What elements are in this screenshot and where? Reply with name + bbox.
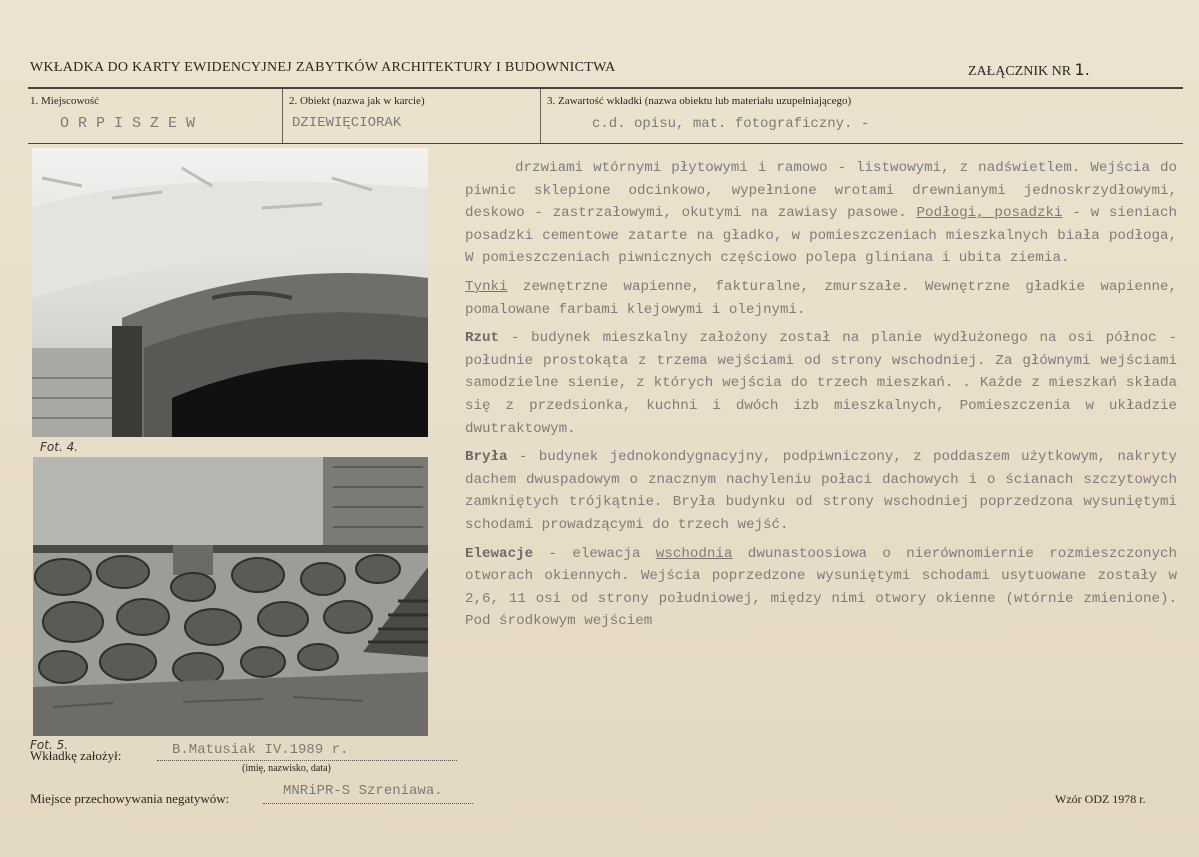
place-value: ORPISZEW [60, 115, 205, 132]
contents-label: 3. Zawartość wkładki (nazwa obiektu lub materiału uzupełniającego) [547, 95, 852, 107]
elevations-text-a: - elewacja [533, 545, 656, 562]
description-text [465, 157, 1177, 639]
elevations-text-b: dwunastoosiowa o nierównomiernie rozmieszczonych otworach okiennych. Wejścia poprzedzone wysuniętymi schodami usytuowane zostały w 2,6, 11 osi od strony południowej, między nimi otwory okienne (wtórnie zmienione). Pod środkowym wejściem [465, 545, 1177, 630]
insert-author-hint: (imię, nazwisko, data) [242, 763, 331, 774]
annex-label [968, 60, 1090, 80]
paragraph-elevations [465, 543, 1177, 633]
east-elevation-term: wschodnia [655, 545, 733, 562]
photo-cellar-entrance [32, 148, 428, 437]
paragraph-plan [465, 327, 1177, 440]
form-reference: Wzór ODZ 1978 r. [1055, 792, 1146, 806]
mass-text: - budynek jednokondygnacyjny, podpiwniczony, z poddaszem użytkowym, nakryty dachem dwuspadowym o znacznym nachyleniu połaci dachowych i o ścianach szczytowych zamkniętych trójkątnie. Bryła budynku od strony wschodniej poprzedzona wysuniętymi schodami prowadzącymi do trzech wejść. [465, 449, 1177, 533]
floors-heading: Podłogi, posadzki [916, 205, 1063, 222]
field-divider-1 [282, 89, 283, 143]
card-title: WKŁADKA DO KARTY EWIDENCYJNEJ ZABYTKÓW ARCHITEKTURY I BUDOWNICTWA [30, 60, 616, 75]
negatives-line [263, 803, 473, 804]
field-divider-2 [540, 89, 541, 143]
object-label: 2. Obiekt (nazwa jak w karcie) [289, 95, 425, 107]
insert-author-value: B.Matusiak IV.1989 r. [172, 742, 349, 758]
paragraph-doors-floors [465, 157, 1177, 270]
object-value: DZIEWIĘCIORAK [292, 115, 402, 131]
insert-author-line [157, 760, 457, 761]
annex-number: 1. [1074, 60, 1090, 79]
floors-text: - w sieniach posadzki cementowe zatarte na gładko, w pomieszczeniach mieszkalnych biała podłoga, W pomieszczeniach piwnicznych częściowo polepa gliniana i ubita ziemia. [465, 205, 1177, 267]
elevations-heading: Elewacje [465, 545, 534, 562]
negatives-value: MNRiPR-S Szreniawa. [283, 783, 443, 799]
annex-label-text: ZAŁĄCZNIK NR [968, 64, 1072, 79]
header-rule-top [28, 87, 1183, 89]
mass-heading: Bryła [465, 449, 508, 466]
plan-text: - budynek mieszkalny założony został na planie wydłużonego na osi północ - południe prostokąta z trzema wejściami od strony wschodniej. Za głównymi wejściami samodzielne sienie, z których wejścia do trzech mieszkań. . Każde z mieszkań składa się z przedsionka, kuchni i dwóch izb mieszkalnych, Pomieszczenia w układzie dwutraktowym. [465, 330, 1177, 437]
paragraph-mass [465, 446, 1177, 536]
doors-text: drzwiami wtórnymi płytowymi i ramowo - listwowymi, z nadświetlem. Wejścia do piwnic sklepione odcinkowo, wypełnione wrotami drewnianymi jednoskrzydłowymi, deskowo - zastrzałowymi, okutymi na zawiasy pasowe. [465, 160, 1177, 222]
negatives-label: Miejsce przechowywania negatywów: [30, 791, 230, 806]
insert-author-label: Wkładkę założył: [30, 748, 122, 763]
plaster-text: zewnętrzne wapienne, fakturalne, zmurszałe. Wewnętrzne gładkie wapienne, pomalowane farbami klejowymi i olejnymi. [465, 278, 1177, 318]
photo-caption-1: Fot. 4. [40, 440, 79, 454]
plaster-heading: Tynki [465, 278, 508, 295]
photo-caption-2: Fot. 5. [30, 738, 69, 752]
paragraph-plaster [465, 276, 1177, 321]
contents-value: c.d. opisu, mat. fotograficzny. - [592, 116, 870, 132]
header-rule-bottom [28, 143, 1183, 144]
plan-heading: Rzut [465, 330, 500, 347]
photo-stone-foundation [33, 457, 428, 736]
place-label: 1. Miejscowość [30, 95, 100, 107]
